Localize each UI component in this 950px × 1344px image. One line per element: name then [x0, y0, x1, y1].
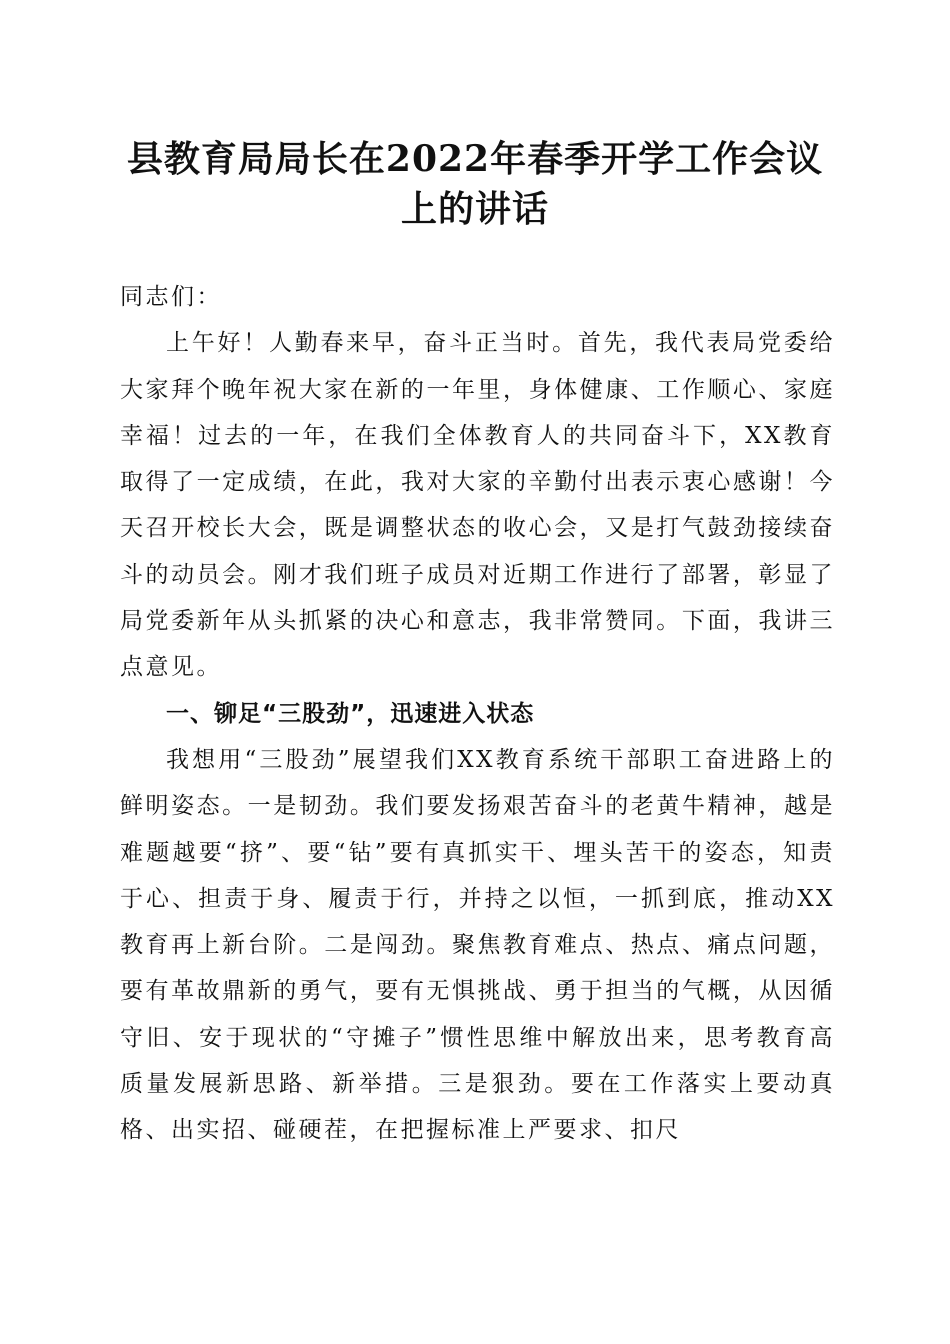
salutation: 同志们：	[120, 284, 222, 310]
document-title: 县教育局局长在2022年春季开学工作会议上的讲话	[126, 138, 824, 230]
document-body	[120, 274, 835, 1154]
opening-paragraph: 上午好！人勤春来早，奋斗正当时。首先，我代表局党委给大家拜个晚年祝大家在新的一年里，身体健康、工作顺心、家庭幸福！过去的一年，在我们全体教育人的共同奋斗下，XX教育取得了一定成绩，在此，我对大家的辛勤付出表示衷心感谢！今天召开校长大会，既是调整状态的收心会，又是打气鼓劲接续奋斗的动员会。刚才我们班子成员对近期工作进行了部署，彰显了局党委新年从头抓紧的决心和意志，我非常赞同。下面，我讲三点意见。	[120, 330, 835, 681]
section-paragraph: 我想用“三股劲”展望我们XX教育系统干部职工奋进路上的鲜明姿态。一是韧劲。我们要发扬艰苦奋斗的老黄牛精神，越是难题越要“挤”、要“钻”要有真抓实干、埋头苦干的姿态，知责于心、担责于身、履责于行，并持之以恒，一抓到底，推动XX教育再上新台阶。二是闯劲。聚焦教育难点、热点、痛点问题，要有革故鼎新的勇气，要有无惧挑战、勇于担当的气概，从因循守旧、安于现状的“守摊子”惯性思维中解放出来，思考教育高质量发展新思路、新举措。三是狠劲。要在工作落实上要动真格、出实招、碰硬茬，在把握标准上严要求、扣尺	[120, 746, 835, 1144]
section-heading: 一、铆足“三股劲”，迅速进入状态	[166, 700, 535, 727]
